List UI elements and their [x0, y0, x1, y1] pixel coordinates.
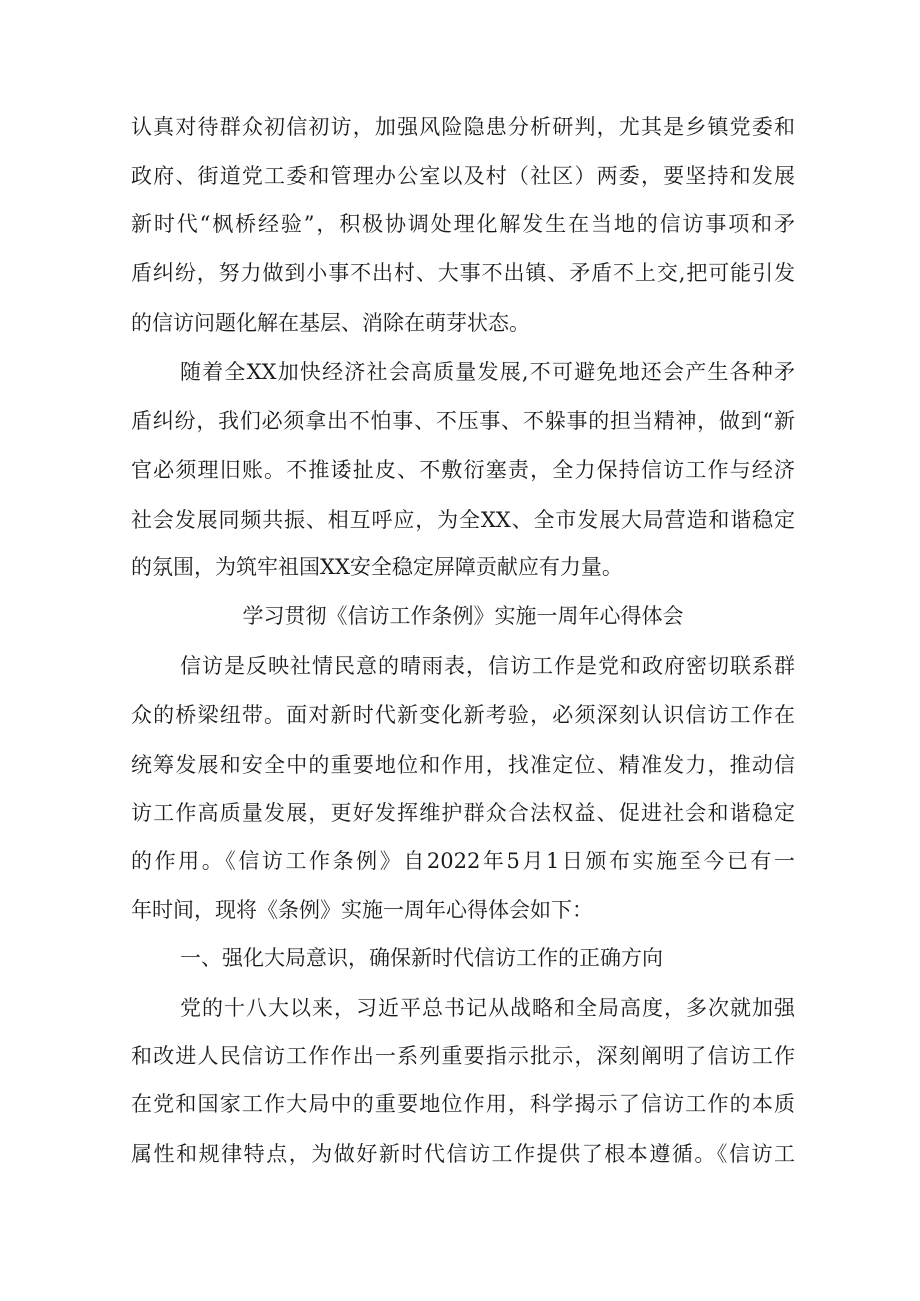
paragraph-first-line: 党的十八大以来，习近平总书记从战略和全局高度，多次就加强	[180, 996, 795, 1020]
section-title: 学习贯彻《信访工作条例》实施一周年心得体会	[242, 604, 684, 628]
text-line: 的作用。《信访工作条例》自2022年5月1日颁布实施至今已有一	[131, 849, 795, 873]
text-line: 官必须理旧账。不推诿扯皮、不敷衍塞责，全力保持信访工作与经济	[131, 458, 795, 482]
text-line: 社会发展同频共振、相互呼应，为全XX、全市发展大局营造和谐稳定	[131, 508, 795, 532]
section-heading: 一、强化大局意识，确保新时代信访工作的正确方向	[180, 946, 663, 970]
text-line: 的信访问题化解在基层、消除在萌芽状态。	[131, 311, 530, 335]
paragraph-first-line: 信访是反映社情民意的晴雨表，信访工作是党和政府密切联系群	[180, 654, 795, 678]
text-line: 在党和国家工作大局中的重要地位作用，科学揭示了信访工作的本质	[131, 1092, 795, 1116]
text-line: 和改进人民信访工作作出一系列重要指示批示，深刻阐明了信访工作	[131, 1044, 795, 1068]
text-line: 认真对待群众初信初访，加强风险隐患分析研判，尤其是乡镇党委和	[131, 115, 795, 139]
paragraph-first-line: 随着全XX加快经济社会高质量发展,不可避免地还会产生各种矛	[180, 360, 795, 384]
text-line: 的氛围，为筑牢祖国XX安全稳定屏障贡献应有力量。	[131, 555, 623, 579]
text-line: 年时间，现将《条例》实施一周年心得体会如下：	[131, 898, 593, 922]
text-line: 盾纠纷，努力做到小事不出村、大事不出镇、矛盾不上交,把可能引发	[131, 261, 795, 285]
text-line: 新时代“枫桥经验”，积极协调处理化解发生在当地的信访事项和矛	[131, 212, 795, 236]
text-line: 统筹发展和安全中的重要地位和作用，找准定位、精准发力，推动信	[131, 753, 795, 777]
text-line: 政府、街道党工委和管理办公室以及村（社区）两委，要坚持和发展	[131, 164, 795, 188]
text-line: 访工作高质量发展，更好发挥维护群众合法权益、促进社会和谐稳定	[131, 801, 795, 825]
text-line: 盾纠纷，我们必须拿出不怕事、不压事、不躲事的担当精神，做到“新	[131, 409, 795, 433]
text-line: 众的桥梁纽带。面对新时代新变化新考验，必须深刻认识信访工作在	[131, 703, 795, 727]
text-line: 属性和规律特点，为做好新时代信访工作提供了根本遵循。《信访工	[131, 1142, 795, 1166]
